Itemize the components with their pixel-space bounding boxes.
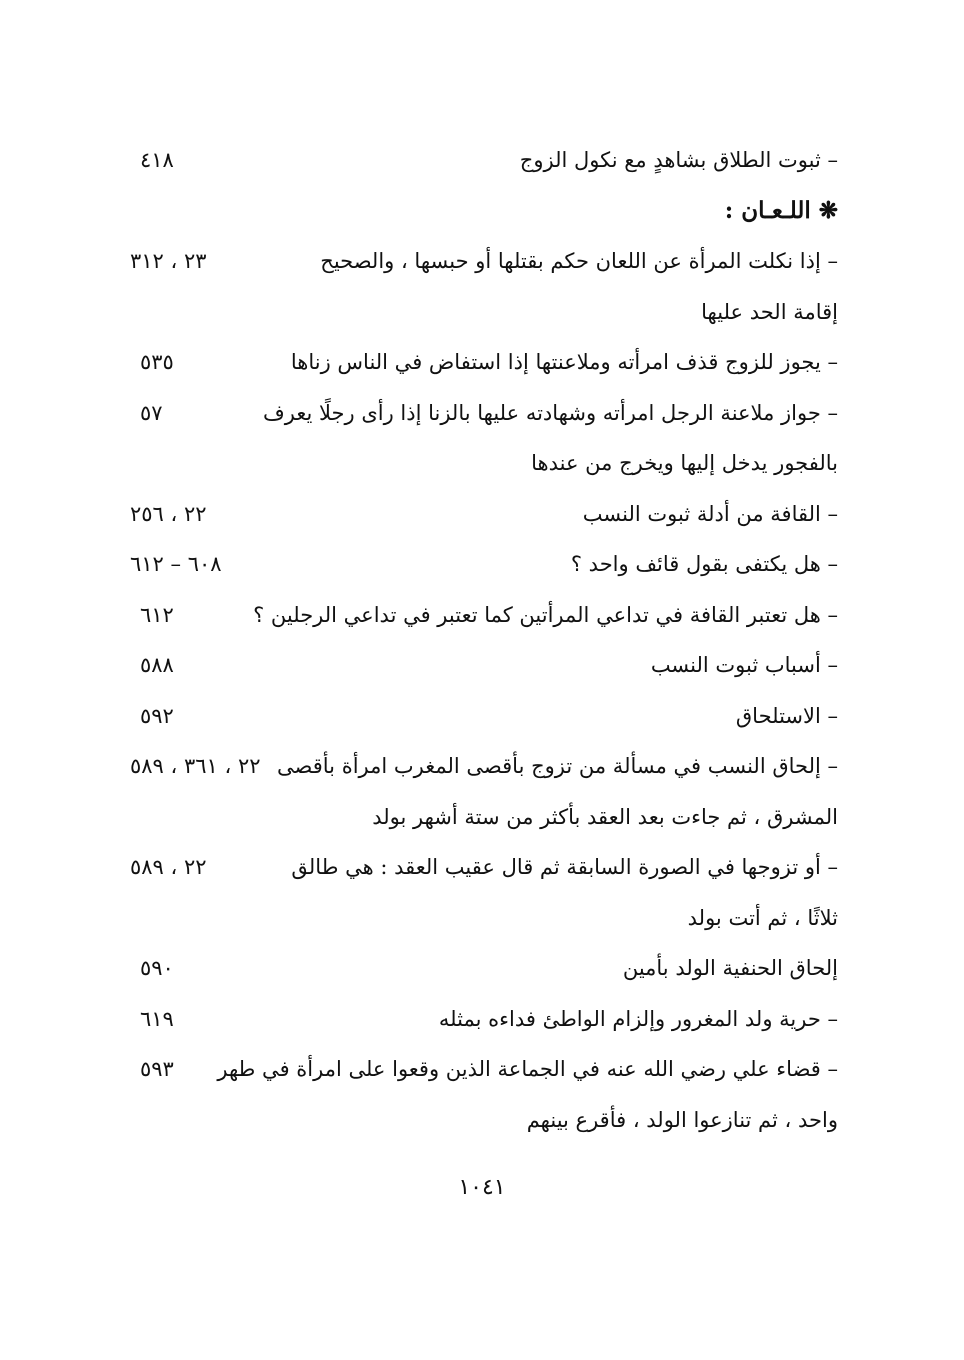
page-number: ١٠٤١ — [458, 1175, 506, 1200]
index-entry — [130, 337, 838, 388]
entry-page-numbers: ٥٣٥ — [140, 350, 174, 374]
section-heading-entry — [130, 186, 838, 237]
entry-text: – هل يكتفى بقول قائف واحد ؟ — [570, 552, 838, 576]
entry-page-numbers: ٦١٩ — [140, 1006, 174, 1031]
index-entry — [130, 388, 838, 489]
index-entry — [130, 994, 838, 1045]
entry-page-numbers: ٢٢ ، ٥٨٩ — [130, 855, 207, 879]
index-entry — [130, 590, 838, 641]
entry-text: – القافة من أدلة ثبوت النسب — [582, 501, 838, 526]
entry-text-continuation: إقامة الحد عليها — [701, 299, 838, 324]
entry-page-numbers: ٥٧ — [140, 400, 163, 425]
index-entry — [130, 640, 838, 691]
entry-text-continuation: ثلاثًا ، ثم أتت بولد — [687, 905, 838, 930]
index-entry — [130, 741, 838, 842]
index-entry — [130, 135, 838, 186]
entry-page-numbers: ٦١٢ — [140, 602, 174, 627]
entry-text: – الاستلحاق — [735, 703, 838, 728]
section-heading: ❋ اللـعـان : — [724, 196, 838, 224]
entry-text-continuation: واحد ، ثم تنازعوا الولد ، فأقرع بينهم — [526, 1107, 838, 1132]
entry-text: – أسباب ثبوت النسب — [650, 653, 838, 677]
entry-page-numbers: ٥٩٠ — [140, 956, 174, 980]
entry-text: – إذا نكلت المرأة عن اللعان حكم بقتلها أو حبسها ، والصحيح — [320, 249, 838, 273]
entry-text: – هل تعتبر القافة في تداعي المرأتين كما تعتبر في تداعي الرجلين ؟ — [253, 602, 838, 627]
entry-page-numbers: ٦٠٨ – ٦١٢ — [130, 552, 222, 576]
entry-page-numbers: ٤١٨ — [140, 148, 174, 172]
entry-page-numbers: ٥٩٢ — [140, 703, 174, 728]
index-entry — [130, 236, 838, 337]
index-entry — [130, 489, 838, 540]
entry-page-numbers: ٥٨٨ — [140, 653, 174, 677]
entry-text: إلحاق الحنفية الولد بأمين — [622, 956, 838, 980]
entry-text: – جواز ملاعنة الرجل امرأته وشهادته عليها بالزنا إذا رأى رجلًا يعرف — [262, 400, 838, 425]
entry-page-numbers: ٢٢ ، ٣٦١ ، ٥٨٩ — [130, 754, 261, 778]
index-entry — [130, 539, 838, 590]
entry-page-numbers: ٢٣ ، ٣١٢ — [130, 249, 207, 273]
entry-page-numbers: ٥٩٣ — [140, 1057, 174, 1081]
entry-page-numbers: ٢٢ ، ٢٥٦ — [130, 501, 207, 526]
entry-text-continuation: المشرق ، ثم جاءت بعد العقد بأكثر من ستة أشهر بولد — [372, 804, 838, 829]
index-entry — [130, 691, 838, 742]
entry-text: – إلحاق النسب في مسألة من تزوج بأقصى المغرب امرأة بأقصى — [277, 754, 838, 778]
entry-text: – ثبوت الطلاق بشاهدٍ مع نكول الزوج — [519, 148, 838, 172]
index-entries — [130, 135, 838, 1145]
entry-text: – حرية ولد المغرور وإلزام الواطئ فداءه بمثله — [438, 1006, 838, 1031]
index-entry — [130, 842, 838, 943]
index-entry — [130, 1044, 838, 1145]
entry-text: – أو تزوجها في الصورة السابقة ثم قال عقيب العقد : هي طالق — [291, 855, 838, 879]
index-entry — [130, 943, 838, 994]
entry-text: – يجوز للزوج قذف امرأته وملاعنتها إذا استفاض في الناس زناها — [290, 350, 838, 374]
entry-text-continuation: بالفجور يدخل إليها ويخرج من عندها — [531, 451, 838, 475]
entry-text: – قضاء علي رضي الله عنه في الجماعة الذين وقعوا على امرأة في طهر — [217, 1057, 838, 1081]
